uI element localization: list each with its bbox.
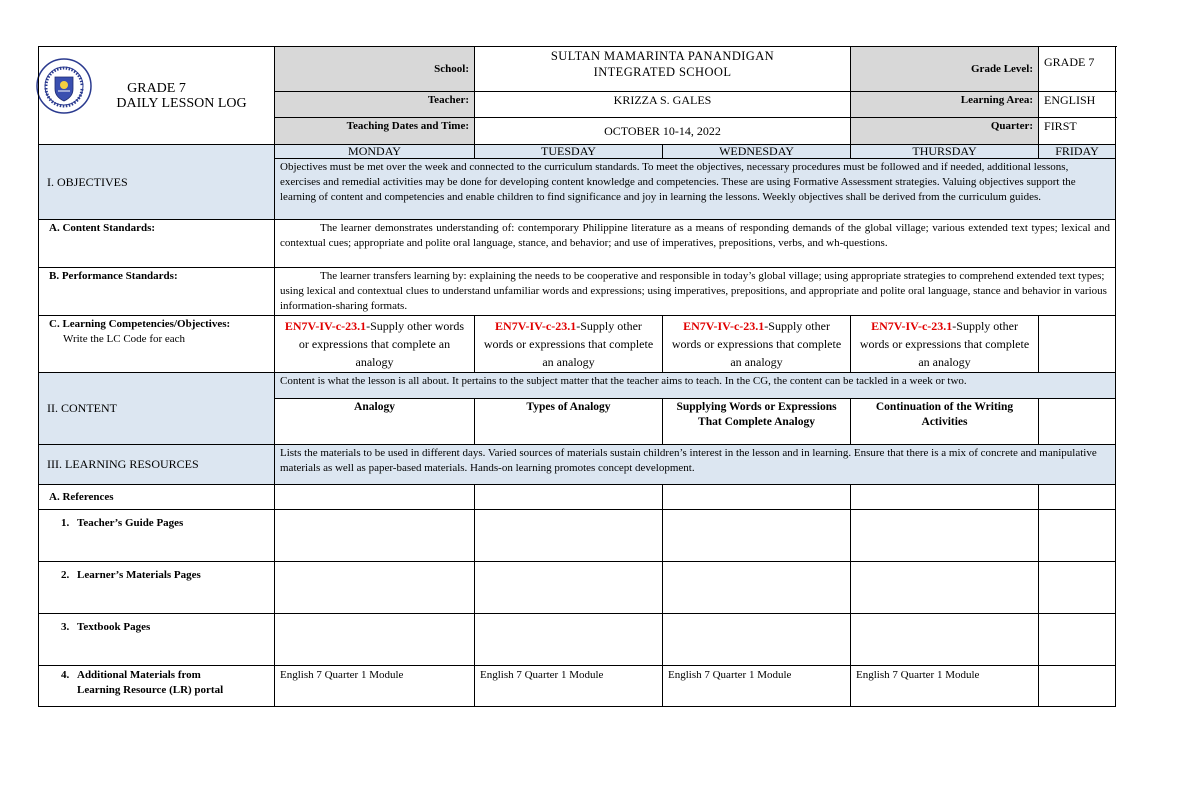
lc-text: -Supply other words or expressions that complete an analogy bbox=[483, 319, 654, 369]
tg-monday bbox=[275, 510, 475, 562]
item-number: 2. bbox=[61, 569, 70, 581]
references-thursday bbox=[851, 485, 1039, 510]
competencies-label: C. Learning Competencies/Objectives: bbox=[49, 318, 231, 330]
objectives-section-label: I. OBJECTIVES bbox=[39, 145, 275, 220]
competencies-label-cell bbox=[39, 316, 275, 373]
tb-monday bbox=[275, 614, 475, 666]
topic-friday bbox=[1039, 399, 1116, 445]
quarter-value: FIRST bbox=[1039, 118, 1116, 145]
lc-text: -Supply other words or expressions that complete an analogy bbox=[859, 319, 1030, 369]
lm-tuesday bbox=[475, 562, 663, 614]
day-wednesday: WEDNESDAY bbox=[663, 145, 851, 159]
lm-friday bbox=[1039, 562, 1116, 614]
tg-tuesday bbox=[475, 510, 663, 562]
learners-materials-text: Learner’s Materials Pages bbox=[77, 569, 201, 581]
objectives-description: Objectives must be met over the week and connected to the curriculum standards. To meet the objectives, necessary procedures must be followed and if needed, additional lessons, exercises and remedial activities may be done for developing content knowledge and competencies. These are using Formative Assessment strategies. Valuing objectives support the learning of content and competencies and enable children to find significance and joy in learning the lessons. Weekly objectives shall be derived from the curriculum guides. bbox=[275, 159, 1116, 220]
teachers-guide-label bbox=[39, 510, 275, 562]
learners-materials-label bbox=[39, 562, 275, 614]
references-tuesday bbox=[475, 485, 663, 510]
additional-wednesday: English 7 Quarter 1 Module bbox=[663, 666, 851, 707]
lc-text: -Supply other words or expressions that complete an analogy bbox=[298, 319, 465, 369]
tg-wednesday bbox=[663, 510, 851, 562]
lm-monday bbox=[275, 562, 475, 614]
references-friday bbox=[1039, 485, 1116, 510]
additional-monday: English 7 Quarter 1 Module bbox=[275, 666, 475, 707]
tb-tuesday bbox=[475, 614, 663, 666]
competency-monday bbox=[275, 316, 475, 373]
title-dll: DAILY LESSON LOG bbox=[116, 95, 247, 111]
lc-code: EN7V-IV-c-23.1 bbox=[683, 319, 765, 333]
performance-standards-label: B. Performance Standards: bbox=[39, 268, 275, 316]
additional-materials-label bbox=[39, 666, 275, 707]
content-standards-label: A. Content Standards: bbox=[39, 220, 275, 268]
teacher-name: KRIZZA S. GALES bbox=[475, 92, 851, 118]
item-number: 1. bbox=[61, 517, 70, 529]
textbook-pages-text: Textbook Pages bbox=[77, 621, 151, 633]
school-name-line2: INTEGRATED SCHOOL bbox=[593, 65, 732, 79]
teachers-guide-text: Teacher’s Guide Pages bbox=[77, 517, 184, 529]
content-standards-text bbox=[275, 220, 1116, 268]
topic-monday: Analogy bbox=[275, 399, 475, 445]
lc-text: -Supply other words or expressions that complete an analogy bbox=[671, 319, 842, 369]
lc-code: EN7V-IV-c-23.1 bbox=[284, 319, 367, 333]
day-tuesday: TUESDAY bbox=[475, 145, 663, 159]
competency-tuesday bbox=[475, 316, 663, 373]
additional-friday bbox=[1039, 666, 1116, 707]
daily-lesson-log-table bbox=[38, 46, 1116, 707]
tb-thursday bbox=[851, 614, 1039, 666]
references-wednesday bbox=[663, 485, 851, 510]
day-friday: FRIDAY bbox=[1039, 145, 1116, 159]
grade-level-value: GRADE 7 bbox=[1039, 47, 1116, 92]
learning-area-label: Learning Area: bbox=[851, 92, 1039, 118]
learning-resources-section-label: III. LEARNING RESOURCES bbox=[39, 445, 275, 485]
learning-area-value: ENGLISH bbox=[1039, 92, 1116, 118]
competency-friday bbox=[1039, 316, 1116, 373]
additional-materials-line2: Learning Resource (LR) portal bbox=[77, 684, 224, 696]
school-label: School: bbox=[275, 47, 475, 92]
content-description: Content is what the lesson is all about. It pertains to the subject matter that the teacher aims to teach. In the CG, the content can be tackled in a week or two. bbox=[275, 373, 1116, 399]
references-monday bbox=[275, 485, 475, 510]
day-monday: MONDAY bbox=[275, 145, 475, 159]
topic-wednesday: Supplying Words or Expressions That Complete Analogy bbox=[663, 399, 851, 445]
topic-tuesday: Types of Analogy bbox=[475, 399, 663, 445]
textbook-pages-label bbox=[39, 614, 275, 666]
item-number: 4. bbox=[61, 669, 70, 681]
additional-materials-line1: Additional Materials from bbox=[77, 669, 201, 681]
grade-level-label: Grade Level: bbox=[851, 47, 1039, 92]
lm-wednesday bbox=[663, 562, 851, 614]
performance-standards-text bbox=[275, 268, 1116, 316]
tg-friday bbox=[1039, 510, 1116, 562]
learning-resources-description: Lists the materials to be used in different days. Varied sources of materials sustain children’s interest in the lesson and in learning. Ensure that there is a mix of concrete and manipulative materials as well as paper-based materials. Hands-on learning promotes concept development. bbox=[275, 445, 1116, 485]
lc-code: EN7V-IV-c-23.1 bbox=[871, 319, 953, 333]
topic-thursday: Continuation of the Writing Activities bbox=[851, 399, 1039, 445]
item-number: 3. bbox=[61, 621, 70, 633]
tb-friday bbox=[1039, 614, 1116, 666]
day-thursday: THURSDAY bbox=[851, 145, 1039, 159]
competency-thursday bbox=[851, 316, 1039, 373]
performance-standards-body: The learner transfers learning by: explaining the needs to be cooperative and responsible in today’s global village; using appropriate strategies to comprehend extended text types; using lexical and contextual clues to understand unfamiliar words and expressions; using imperatives, prepositions, and appropriate and polite oral language, stance and behavior in various information-sharing formats. bbox=[280, 270, 1107, 312]
school-name bbox=[475, 47, 851, 92]
quarter-label: Quarter: bbox=[851, 118, 1039, 145]
additional-thursday: English 7 Quarter 1 Module bbox=[851, 666, 1039, 707]
lm-thursday bbox=[851, 562, 1039, 614]
lc-code: EN7V-IV-c-23.1 bbox=[495, 319, 577, 333]
teaching-dates-value: OCTOBER 10-14, 2022 bbox=[475, 118, 851, 145]
tb-wednesday bbox=[663, 614, 851, 666]
tg-thursday bbox=[851, 510, 1039, 562]
content-section-label: II. CONTENT bbox=[39, 373, 275, 445]
competency-wednesday bbox=[663, 316, 851, 373]
content-standards-body: The learner demonstrates understanding of: contemporary Philippine literature as a means of responding demands of the global village; various extended text types; lexical and contextual cues; appropriate and polite oral language, stance, and behavior; and use of imperatives, prepositions, verbs, and wh-questions. bbox=[280, 222, 1111, 249]
additional-tuesday: English 7 Quarter 1 Module bbox=[475, 666, 663, 707]
teaching-dates-label: Teaching Dates and Time: bbox=[275, 118, 475, 145]
school-name-line1: SULTAN MAMARINTA PANANDIGAN bbox=[550, 49, 775, 63]
title-grade: GRADE 7 bbox=[127, 80, 186, 96]
teacher-label: Teacher: bbox=[275, 92, 475, 118]
competencies-sublabel: Write the LC Code for each bbox=[63, 333, 186, 345]
references-label: A. References bbox=[39, 485, 275, 510]
document-title bbox=[39, 47, 275, 145]
